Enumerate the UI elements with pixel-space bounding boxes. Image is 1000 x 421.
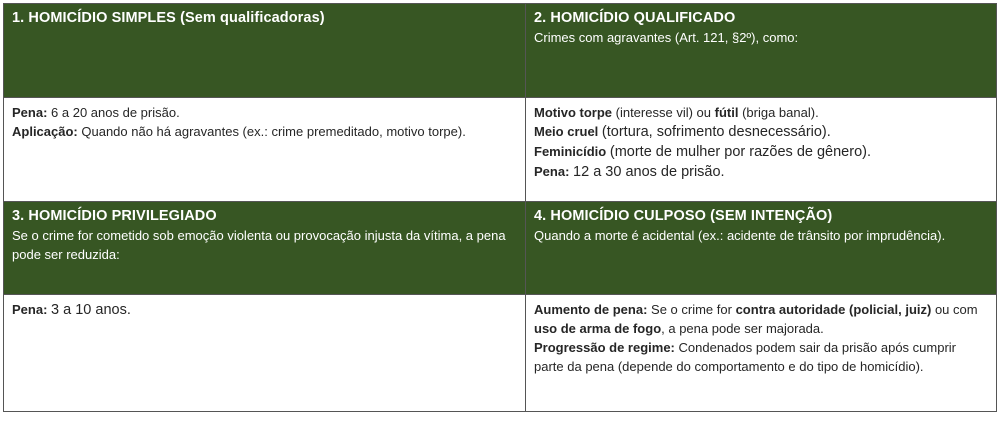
progressao-label: Progressão de regime:	[534, 340, 675, 355]
aumento-bold-2: uso de arma de fogo	[534, 321, 662, 336]
privilegiado-pena-label: Pena:	[12, 302, 48, 317]
meio-cruel-text: (tortura, sofrimento desnecessário).	[601, 124, 831, 140]
homicide-types-table	[3, 3, 997, 412]
qualificado-pena-label: Pena:	[534, 164, 570, 179]
simples-aplicacao-label: Aplicação:	[12, 124, 78, 139]
motivo-torpe-label: Motivo torpe	[534, 105, 612, 120]
cell-homicidio-culposo-body	[526, 295, 997, 412]
simples-pena-value: 6 a 20 anos de prisão.	[51, 105, 180, 120]
aumento-text-1: Se o crime for	[651, 302, 732, 317]
simples-aplicacao-line	[12, 122, 517, 141]
cell-homicidio-qualificado-header	[526, 4, 997, 98]
privilegiado-pena-line	[12, 300, 517, 320]
privilegiado-pena-value: 3 a 10 anos.	[51, 302, 131, 318]
futil-label: fútil	[714, 105, 739, 120]
culposo-progressao-line	[534, 338, 988, 376]
subtitle-homicidio-culposo: Quando a morte é acidental (ex.: acidente de trânsito por imprudência).	[534, 228, 946, 243]
futil-text: (briga banal).	[742, 105, 819, 120]
motivo-torpe-text: (interesse vil) ou	[615, 105, 711, 120]
cell-homicidio-culposo-header	[526, 202, 997, 295]
subtitle-homicidio-qualificado: Crimes com agravantes (Art. 121, §2º), como:	[534, 30, 799, 45]
subtitle-homicidio-privilegiado: Se o crime for cometido sob emoção violenta ou provocação injusta da vítima, a pena pode ser reduzida:	[12, 228, 506, 262]
qualificado-feminicidio-line	[534, 142, 988, 162]
cell-homicidio-qualificado-body	[526, 98, 997, 202]
simples-aplicacao-value: Quando não há agravantes (ex.: crime premeditado, motivo torpe).	[81, 124, 466, 139]
qualificado-pena-value: 12 a 30 anos de prisão.	[573, 164, 725, 180]
aumento-text-3: , a pena pode ser majorada.	[661, 321, 824, 336]
title-homicidio-culposo: 4. HOMICÍDIO CULPOSO (SEM INTENÇÃO)	[534, 208, 833, 224]
progressao-text: Condenados podem sair da prisão após cumprir parte da pena (depende do comportamento e do tipo de homicídio).	[534, 340, 957, 374]
qualificado-meio-cruel-line	[534, 122, 988, 142]
culposo-aumento-line	[534, 300, 988, 338]
aumento-label: Aumento de pena:	[534, 302, 648, 317]
simples-pena-line	[12, 103, 517, 122]
aumento-text-2: ou com	[934, 302, 978, 317]
title-homicidio-simples: 1. HOMICÍDIO SIMPLES (Sem qualificadoras)	[12, 10, 325, 26]
aumento-bold-1: contra autoridade (policial, juiz)	[735, 302, 932, 317]
cell-homicidio-simples-body	[4, 98, 526, 202]
simples-pena-label: Pena:	[12, 105, 48, 120]
feminicidio-label: Feminicídio	[534, 144, 607, 159]
cell-homicidio-privilegiado-header	[4, 202, 526, 295]
meio-cruel-label: Meio cruel	[534, 124, 599, 139]
cell-homicidio-simples-header	[4, 4, 526, 98]
feminicidio-text: (morte de mulher por razões de gênero).	[609, 144, 871, 160]
qualificado-pena-line	[534, 162, 988, 182]
title-homicidio-qualificado: 2. HOMICÍDIO QUALIFICADO	[534, 10, 736, 26]
cell-homicidio-privilegiado-body	[4, 295, 526, 412]
title-homicidio-privilegiado: 3. HOMICÍDIO PRIVILEGIADO	[12, 208, 217, 224]
qualificado-motivo-line	[534, 103, 988, 122]
